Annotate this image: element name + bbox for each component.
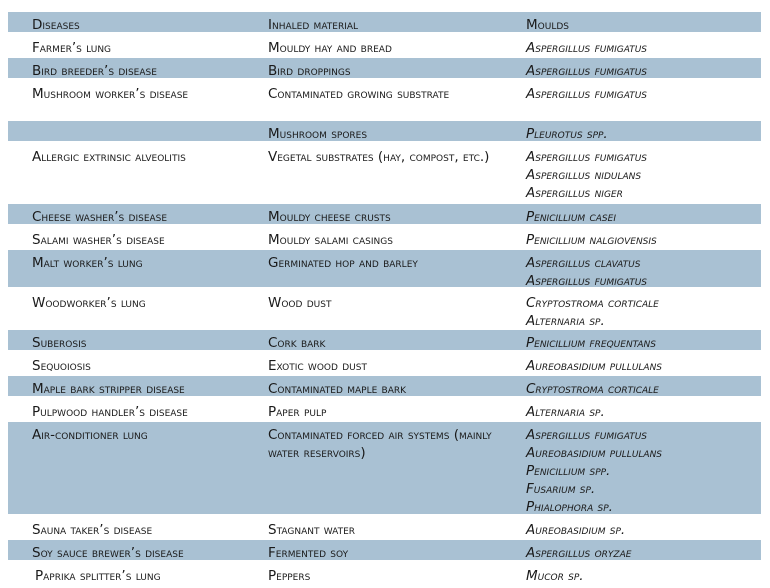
moulds-cell [526, 85, 761, 103]
disease-cell: Maple bark stripper disease [32, 381, 185, 397]
material-cell: Mushroom spores [268, 126, 368, 142]
table-row [8, 517, 761, 537]
mould-name: Aspergillus fumigatus [526, 273, 648, 289]
mould-name: Aspergillus fumigatus [526, 149, 648, 165]
mould-name: Penicillium spp. [526, 463, 611, 479]
disease-cell: Malt worker’s lung [32, 255, 143, 271]
material-cell: Exotic wood dust [268, 358, 367, 374]
disease-cell: Soy sauce brewer’s disease [32, 545, 184, 561]
mould-name: Pleurotus spp. [526, 126, 608, 142]
mould-name: Cryptostroma corticale [526, 295, 659, 311]
table-row [8, 81, 761, 118]
material-cell: Cork bark [268, 335, 326, 351]
moulds-cell [526, 208, 761, 226]
disease-cell: Sauna taker’s disease [32, 522, 153, 538]
table-row [8, 121, 761, 141]
moulds-cell [526, 148, 761, 202]
disease-cell: Suberosis [32, 335, 87, 351]
table-row [8, 58, 761, 78]
disease-cell: Pulpwood handler’s disease [32, 404, 188, 420]
moulds-cell [526, 62, 761, 80]
table-header [8, 12, 761, 32]
moulds-cell [526, 521, 761, 539]
table-row [8, 250, 761, 287]
mould-name: Penicillium nalgiovensis [526, 232, 657, 248]
disease-cell: Farmer’s lung [32, 40, 112, 56]
mould-name: Aureobasidium sp. [526, 522, 626, 538]
material-cell: Paper pulp [268, 404, 327, 420]
table-row [8, 399, 761, 419]
disease-cell: Paprika splitter’s lung [35, 568, 161, 584]
table-row [8, 330, 761, 350]
mould-name: Aspergillus nidulans [526, 167, 642, 183]
moulds-cell [526, 544, 761, 562]
disease-cell: Cheese washer’s disease [32, 209, 168, 225]
disease-cell: Mushroom worker’s disease [32, 86, 189, 102]
moulds-cell [526, 231, 761, 249]
material-cell: Fermented soy [268, 545, 349, 561]
disease-cell: Woodworker’s lung [32, 295, 146, 311]
mould-name: Alternaria sp. [526, 313, 605, 329]
table-row [8, 376, 761, 396]
moulds-table [8, 12, 761, 586]
moulds-cell [526, 294, 761, 330]
disease-cell: Air-conditioner lung [32, 427, 148, 443]
table-row [8, 204, 761, 224]
header-diseases: Diseases [32, 17, 80, 33]
header-moulds: Moulds [526, 17, 569, 33]
mould-name: Mucor sp. [526, 568, 584, 584]
moulds-cell [526, 334, 761, 352]
mould-name: Aspergillus fumigatus [526, 63, 648, 79]
table-row [8, 540, 761, 560]
moulds-cell [526, 357, 761, 375]
table-row [8, 227, 761, 247]
disease-cell: Bird breeder’s disease [32, 63, 157, 79]
material-cell: Contaminated forced air systems (mainly water reservoirs) [268, 427, 492, 461]
mould-name: Aspergillus oryzae [526, 545, 632, 561]
moulds-cell [526, 254, 761, 290]
mould-name: Aureobasidium pullulans [526, 358, 663, 374]
moulds-cell [526, 567, 761, 585]
material-cell: Mouldy cheese crusts [268, 209, 391, 225]
material-cell: Wood dust [268, 295, 332, 311]
disease-cell: Salami washer’s disease [32, 232, 165, 248]
table-row [8, 35, 761, 55]
table-row [8, 422, 761, 514]
table-row [8, 353, 761, 373]
material-cell: Mouldy hay and bread [268, 40, 392, 56]
mould-name: Fusarium sp. [526, 481, 596, 497]
moulds-cell [526, 380, 761, 398]
material-cell: Contaminated growing substrate [268, 86, 450, 102]
moulds-cell [526, 39, 761, 57]
material-cell: Bird droppings [268, 63, 351, 79]
moulds-cell [526, 426, 761, 516]
mould-name: Phialophora sp. [526, 499, 613, 515]
table-row [8, 144, 761, 201]
material-cell: Mouldy salami casings [268, 232, 393, 248]
table-row [8, 290, 761, 327]
moulds-cell [526, 403, 761, 421]
mould-name: Aspergillus fumigatus [526, 86, 648, 102]
mould-name: Alternaria sp. [526, 404, 605, 420]
material-cell: Peppers [268, 568, 311, 584]
disease-cell: Sequoiosis [32, 358, 91, 374]
material-cell: Stagnant water [268, 522, 356, 538]
mould-name: Aspergillus clavatus [526, 255, 641, 271]
mould-name: Penicillium frequentans [526, 335, 656, 351]
header-inhaled-material: Inhaled material [268, 17, 359, 33]
mould-name: Penicillium casei [526, 209, 616, 225]
mould-name: Cryptostroma corticale [526, 381, 659, 397]
disease-cell: Allergic extrinsic alveolitis [32, 149, 186, 165]
material-cell: Germinated hop and barley [268, 255, 418, 271]
mould-name: Aspergillus niger [526, 185, 623, 201]
mould-name: Aspergillus fumigatus [526, 40, 648, 56]
table-row [8, 563, 761, 583]
mould-name: Aureobasidium pullulans [526, 445, 663, 461]
moulds-cell [526, 125, 761, 143]
mould-name: Aspergillus fumigatus [526, 427, 648, 443]
material-cell: Contaminated maple bark [268, 381, 407, 397]
material-cell: Vegetal substrates (hay, compost, etc.) [268, 149, 490, 165]
